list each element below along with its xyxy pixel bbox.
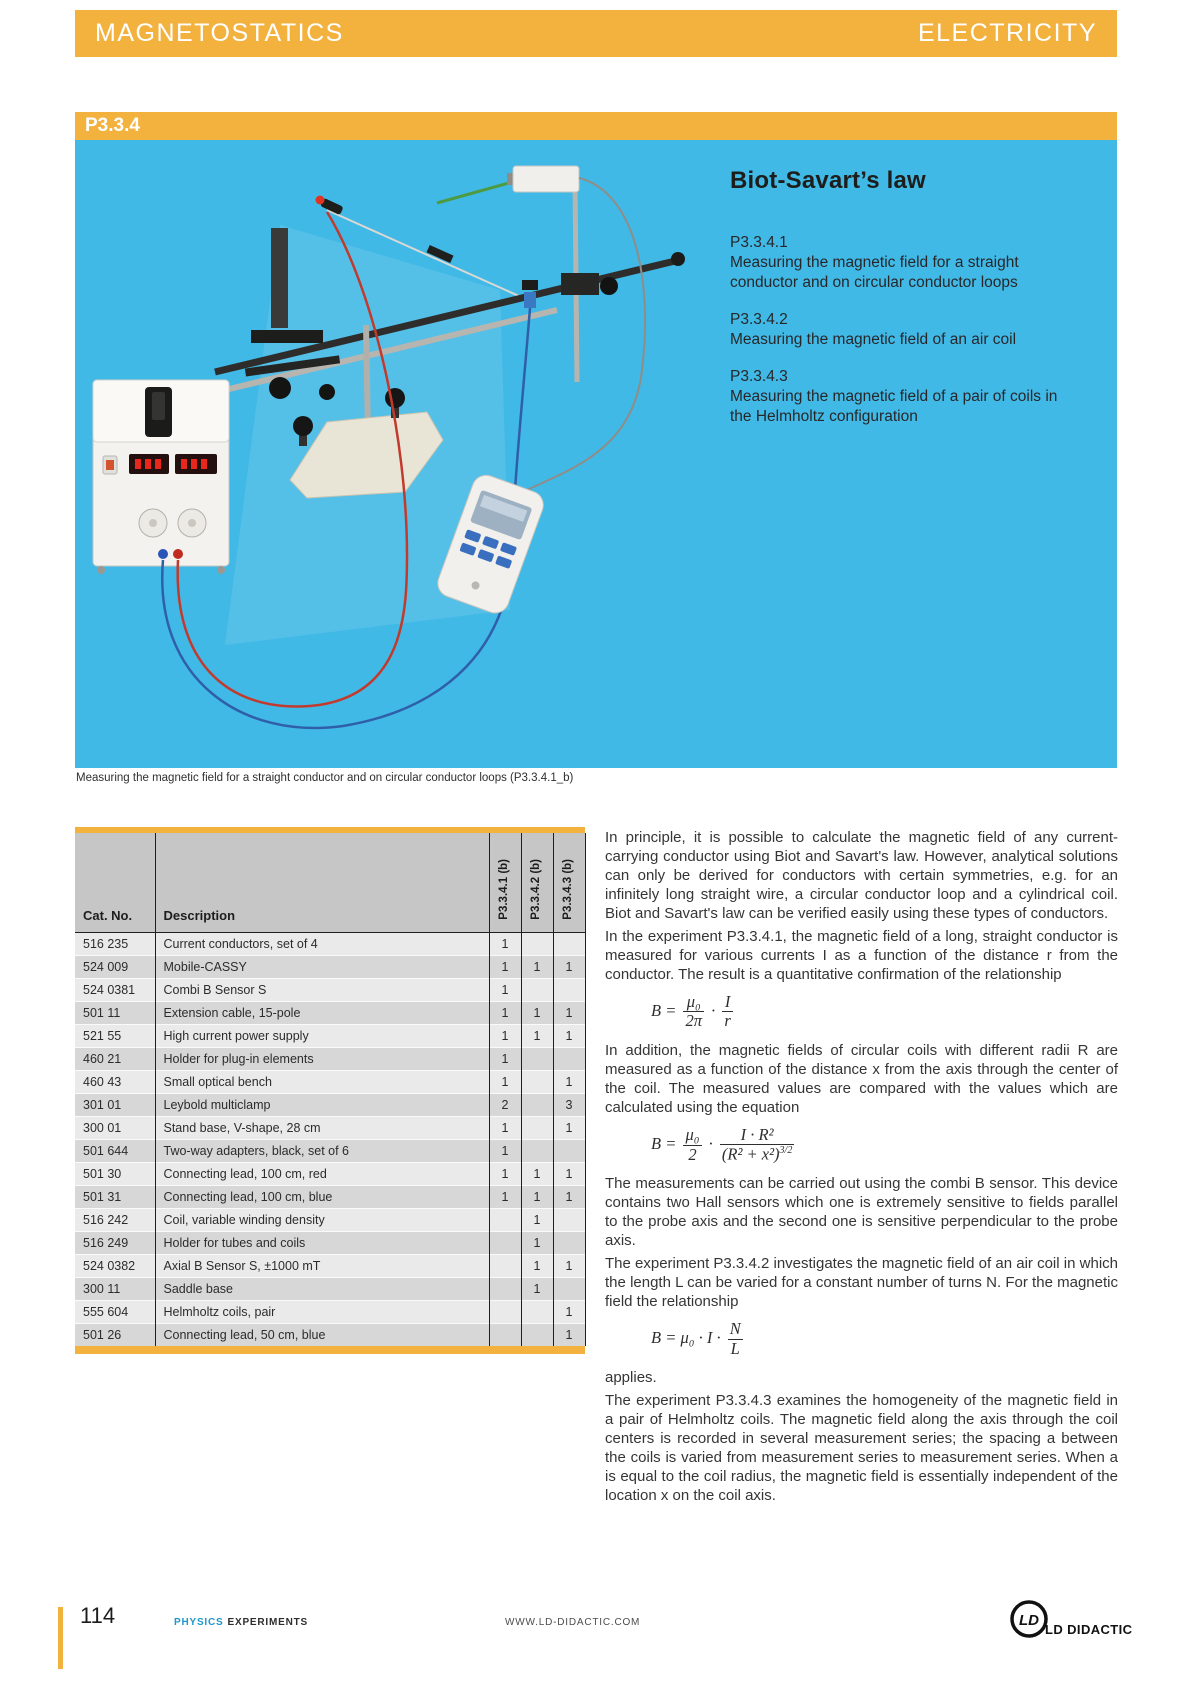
qty-cell-exp1	[489, 1301, 521, 1324]
qty-cell-exp3: 1	[553, 1071, 585, 1094]
qty-cell-exp1: 2	[489, 1094, 521, 1117]
equation-air-coil: B = μ₀ · I · $\frac{N}{L}$	[651, 1319, 741, 1358]
qty-cell-exp2: 1	[521, 1002, 553, 1025]
table-row	[75, 979, 585, 1002]
table-bottom-rule	[75, 1346, 585, 1354]
qty-cell-exp1	[489, 1278, 521, 1301]
qty-cell-exp2: 1	[521, 1232, 553, 1255]
column-header-experiment-1: P3.3.4.1 (b)	[489, 833, 521, 933]
equation-straight-conductor: B = $\frac{\text{μ₀}}{2\pi}$ · $\frac{I}{r}$	[651, 992, 731, 1031]
cat-no-cell: 301 01	[75, 1094, 155, 1117]
qty-cell-exp1: 1	[489, 933, 521, 956]
qty-cell-exp2	[521, 1117, 553, 1140]
experiment-entry	[730, 310, 1075, 350]
description-cell: Stand base, V-shape, 28 cm	[155, 1117, 489, 1140]
qty-cell-exp3: 1	[553, 956, 585, 979]
photo-caption: Measuring the magnetic field for a straight conductor and on circular conductor loops (P3.3.4.1_b)	[76, 772, 574, 784]
table-row	[75, 1278, 585, 1301]
cat-no-cell: 460 43	[75, 1071, 155, 1094]
qty-cell-exp2	[521, 933, 553, 956]
qty-cell-exp1: 1	[489, 1140, 521, 1163]
qty-cell-exp2	[521, 1324, 553, 1347]
footer-series-experiments: EXPERIMENTS	[227, 1617, 308, 1628]
ld-logo-text: LD DIDACTIC	[1045, 1622, 1133, 1637]
qty-cell-exp1	[489, 1209, 521, 1232]
description-cell: Coil, variable winding density	[155, 1209, 489, 1232]
qty-cell-exp3: 3	[553, 1094, 585, 1117]
qty-cell-exp3: 1	[553, 1186, 585, 1209]
qty-cell-exp3: 1	[553, 1301, 585, 1324]
qty-cell-exp2	[521, 1140, 553, 1163]
qty-cell-exp2: 1	[521, 1255, 553, 1278]
qty-cell-exp1: 1	[489, 1002, 521, 1025]
cat-no-cell: 516 235	[83, 937, 129, 951]
page-title: Biot-Savart’s law	[730, 167, 926, 194]
cat-no-cell: 300 11	[75, 1278, 155, 1301]
description-cell: Connecting lead, 100 cm, red	[155, 1163, 489, 1186]
footer-series-physics: PHYSICS	[174, 1617, 224, 1628]
section-code-band	[75, 112, 1117, 140]
paragraph-circular-coils: In addition, the magnetic fields of circular coils with different radii R are measured as a function of the distance x from the axis through the center of the coil. The measured values are compared with the values which are calculated using the equation	[605, 1041, 1118, 1116]
description-cell: Holder for plug-in elements	[155, 1048, 489, 1071]
table-row	[75, 933, 585, 956]
qty-cell-exp1: 1	[489, 1186, 521, 1209]
cat-no-cell: 524 009	[75, 956, 155, 979]
table-row	[75, 1255, 585, 1278]
qty-cell-exp3: 1	[553, 1255, 585, 1278]
body-text-column	[605, 828, 1118, 1509]
description-cell: Helmholtz coils, pair	[155, 1301, 489, 1324]
cat-no-cell: 300 01	[75, 1117, 155, 1140]
footer-series-label	[174, 1617, 308, 1628]
qty-cell-exp1: 1	[489, 1071, 521, 1094]
experiment-desc: Measuring the magnetic field of a pair of coils in the Helmholtz configuration	[730, 388, 1058, 425]
experiment-code: P3.3.4.1	[730, 234, 788, 251]
cat-no-cell: 501 31	[75, 1186, 155, 1209]
table-row	[75, 1117, 585, 1140]
experiment-entry	[730, 233, 1075, 293]
description-cell: Combi B Sensor S	[155, 979, 489, 1002]
hero-text-block	[730, 167, 1075, 444]
qty-cell-exp3: 1	[553, 1002, 585, 1025]
paragraph-combi-sensor: The measurements can be carried out using the combi B sensor. This device contains two Hall sensors which one is extremely sensitive to fields parallel to the probe axis and the second one is sensitive perpendicular to the probe axis.	[605, 1175, 1118, 1250]
parts-table	[75, 827, 585, 1354]
table-header-row	[75, 833, 585, 933]
page-number: 114	[80, 1603, 116, 1628]
column-header-experiment-2: P3.3.4.2 (b)	[521, 833, 553, 933]
qty-cell-exp3: 1	[553, 1163, 585, 1186]
qty-cell-exp3: 1	[553, 1324, 585, 1347]
table-row	[75, 956, 585, 979]
table-row	[75, 1301, 585, 1324]
svg-text:LD: LD	[1019, 1612, 1039, 1629]
qty-cell-exp1: 1	[489, 1048, 521, 1071]
cat-no-cell: 524 0382	[75, 1255, 155, 1278]
ld-didactic-logo	[1005, 1595, 1132, 1645]
qty-cell-exp1	[489, 1255, 521, 1278]
experiment-desc: Measuring the magnetic field for a straight conductor and on circular conductor loops	[730, 254, 1019, 291]
qty-cell-exp2: 1	[521, 1163, 553, 1186]
description-cell: Current conductors, set of 4	[155, 933, 489, 956]
qty-cell-exp3: 1	[553, 1025, 585, 1048]
table-row	[75, 1209, 585, 1232]
qty-cell-exp3	[553, 1232, 585, 1255]
qty-cell-exp2: 1	[521, 1186, 553, 1209]
qty-cell-exp2: 1	[521, 956, 553, 979]
description-cell: High current power supply	[155, 1025, 489, 1048]
description-cell: Holder for tubes and coils	[155, 1232, 489, 1255]
page-header-band	[75, 10, 1117, 57]
paragraph-experiment-3: The experiment P3.3.4.3 examines the homogeneity of the magnetic field in a pair of Helmholtz coils. The magnetic field along the axis through the coil centers is recorded in several measurement series; the spacing a between the coils is varied from measurement series to measurement series. When a is equal to the coil radius, the magnetic field is essentially independent of the location x on the coil axis.	[605, 1392, 1118, 1505]
table-row	[75, 1324, 585, 1347]
column-header-experiment-3: P3.3.4.3 (b)	[553, 833, 585, 933]
qty-cell-exp3	[553, 979, 585, 1002]
table-row	[75, 1048, 585, 1071]
experiment-entry	[730, 367, 1075, 427]
cat-no-cell: 460 21	[75, 1048, 155, 1071]
table-row	[75, 1094, 585, 1117]
qty-cell-exp1: 1	[489, 956, 521, 979]
table-row	[75, 1002, 585, 1025]
qty-cell-exp1: 1	[489, 1117, 521, 1140]
header-left-title: MAGNETOSTATICS	[95, 19, 344, 47]
cat-no-cell: 501 11	[75, 1002, 155, 1025]
qty-cell-exp2	[521, 1301, 553, 1324]
description-cell: Small optical bench	[155, 1071, 489, 1094]
qty-cell-exp1	[489, 1232, 521, 1255]
cat-no-cell: 501 26	[75, 1324, 155, 1347]
table-row	[75, 1232, 585, 1255]
equation-circular-coil: B = $\frac{\text{μ₀}}{2}$ · $\frac{\text{I · R²}}{(R^2 + x^2)^{3/2}}$	[651, 1124, 793, 1164]
table-row	[75, 1025, 585, 1048]
cat-no-cell: 501 30	[75, 1163, 155, 1186]
qty-cell-exp3	[553, 1278, 585, 1301]
description-cell: Axial B Sensor S, ±1000 mT	[155, 1255, 489, 1278]
cat-no-cell: 524 0381	[75, 979, 155, 1002]
paragraph-experiment-2: The experiment P3.3.4.2 investigates the magnetic field of an air coil in which the length L can be varied for a constant number of turns N. For the magnetic field the relationship	[605, 1255, 1118, 1311]
qty-cell-exp3	[553, 1048, 585, 1071]
qty-cell-exp2: 1	[521, 1209, 553, 1232]
header-right-title: ELECTRICITY	[917, 19, 1097, 47]
qty-cell-exp1: 1	[489, 979, 521, 1002]
parts-table-body	[75, 933, 585, 1347]
description-cell: Connecting lead, 50 cm, blue	[155, 1324, 489, 1347]
footer-url: WWW.LD-DIDACTIC.COM	[505, 1617, 641, 1628]
paragraph-applies: applies.	[605, 1369, 657, 1387]
sensor-probe-needle	[437, 181, 516, 203]
qty-cell-exp3: 1	[553, 1117, 585, 1140]
cat-no-cell: 516 249	[75, 1232, 155, 1255]
table-row	[75, 1186, 585, 1209]
description-cell: Two-way adapters, black, set of 6	[155, 1140, 489, 1163]
qty-cell-exp3	[553, 1140, 585, 1163]
table-row	[75, 1071, 585, 1094]
qty-cell-exp2	[521, 1071, 553, 1094]
qty-cell-exp1: 1	[489, 1163, 521, 1186]
column-header-description: Description	[155, 833, 489, 933]
description-cell: Extension cable, 15-pole	[155, 1002, 489, 1025]
column-header-cat-no: Cat. No.	[75, 833, 155, 933]
description-cell: Connecting lead, 100 cm, blue	[155, 1186, 489, 1209]
qty-cell-exp2: 1	[521, 1025, 553, 1048]
qty-cell-exp2	[521, 979, 553, 1002]
description-cell: Leybold multiclamp	[155, 1094, 489, 1117]
qty-cell-exp1: 1	[489, 1025, 521, 1048]
description-cell: Mobile-CASSY	[155, 956, 489, 979]
qty-cell-exp3	[553, 1209, 585, 1232]
hero-panel	[75, 140, 1117, 768]
cat-no-cell: 516 242	[75, 1209, 155, 1232]
experiment-code: P3.3.4.3	[730, 368, 788, 385]
paragraph-intro: In principle, it is possible to calculate the magnetic field of any current-carrying conductor using Biot and Savart's law. However, analytical solutions can only be derived for conductors with certain symmetries, e.g. for an infinitely long straight wire, a circular conductor loop and a cylindrical coil. Biot and Savart's law can be verified easily using these types of conductors.	[605, 829, 1118, 922]
sensor-body	[513, 166, 579, 192]
table-row	[75, 1140, 585, 1163]
paragraph-experiment-1: In the experiment P3.3.4.1, the magnetic field of a long, straight conductor is measured for various currents I as a function of the distance r from the conductor. The result is a quantitative confirmation of the relationship	[605, 928, 1118, 983]
qty-cell-exp3	[553, 933, 585, 956]
description-cell: Saddle base	[155, 1278, 489, 1301]
experiment-desc: Measuring the magnetic field of an air coil	[730, 331, 1017, 348]
cat-no-cell: 521 55	[75, 1025, 155, 1048]
footer-accent-rule	[58, 1607, 63, 1669]
qty-cell-exp1	[489, 1324, 521, 1347]
cat-no-cell: 501 644	[75, 1140, 155, 1163]
qty-cell-exp2	[521, 1048, 553, 1071]
power-supply	[93, 380, 229, 574]
qty-cell-exp2: 1	[521, 1278, 553, 1301]
section-code: P3.3.4	[85, 115, 140, 136]
experiment-code: P3.3.4.2	[730, 311, 788, 328]
table-row	[75, 1163, 585, 1186]
cat-no-cell: 555 604	[75, 1301, 155, 1324]
qty-cell-exp2	[521, 1094, 553, 1117]
